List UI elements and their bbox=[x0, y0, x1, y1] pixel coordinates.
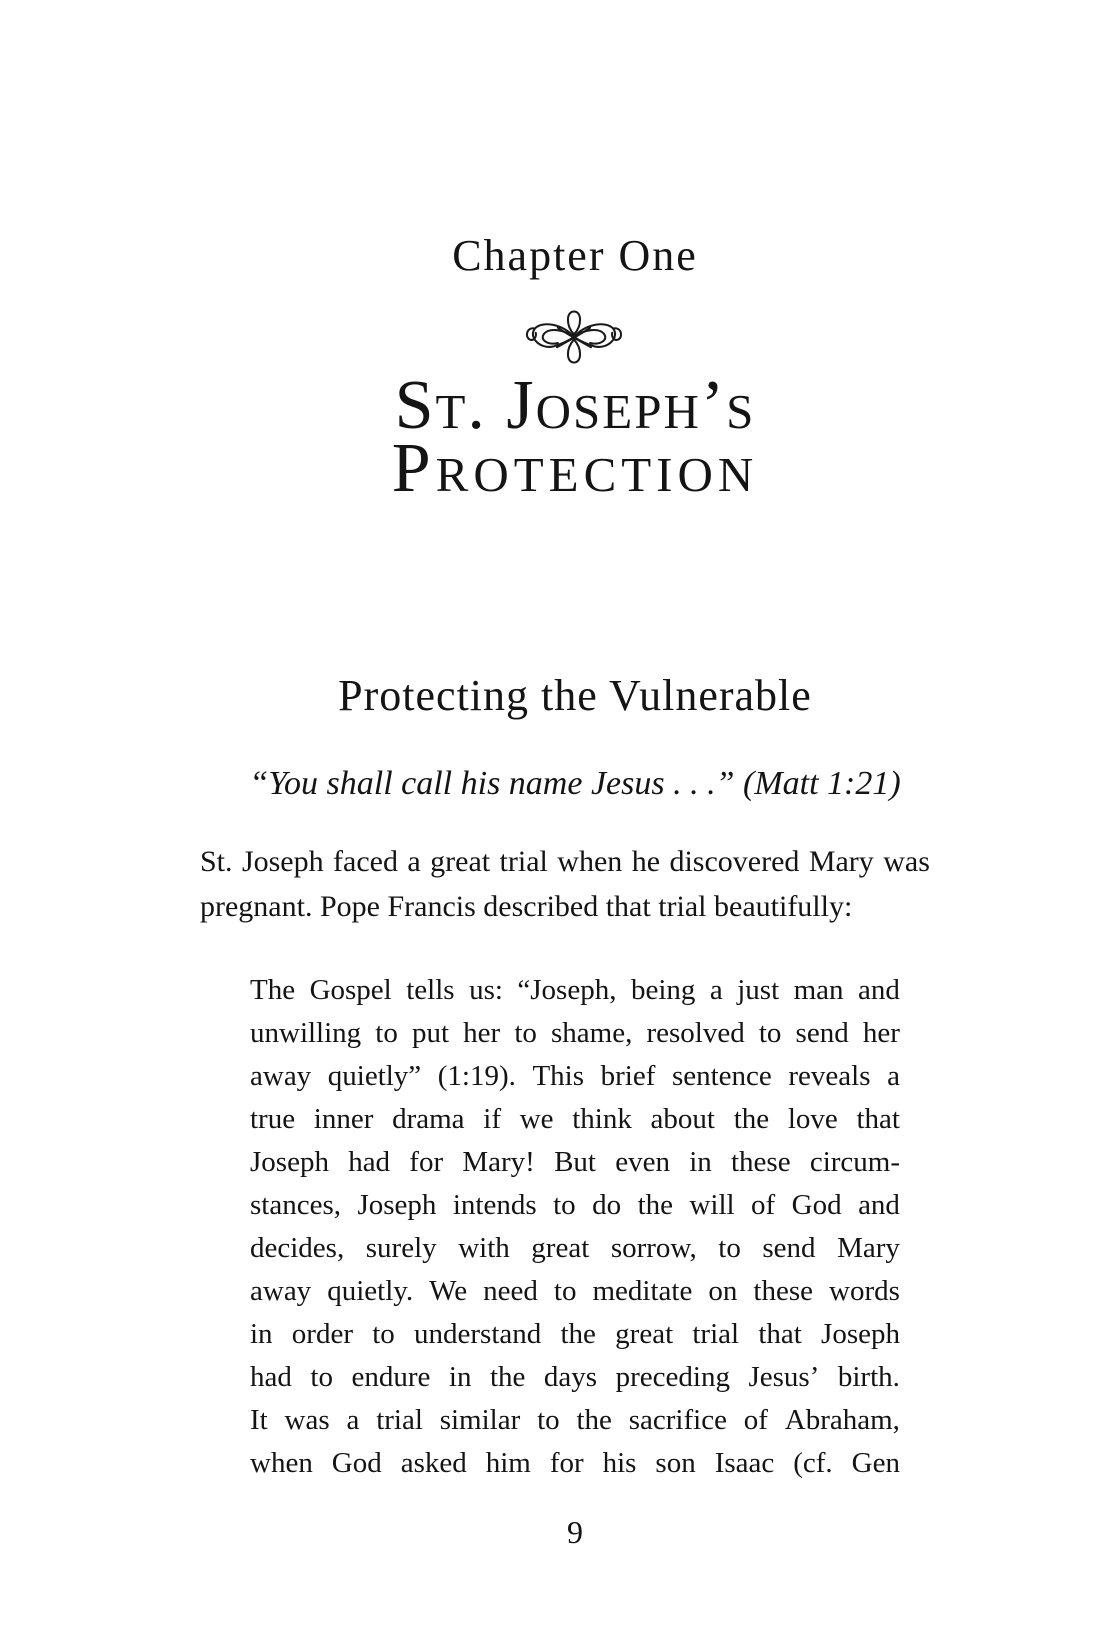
text-line: It was a trial similar to the sacrifice of Abraham, bbox=[250, 1404, 900, 1436]
text-line: away quietly. We need to meditate on these words bbox=[250, 1275, 900, 1307]
flourish-ornament-icon bbox=[522, 303, 626, 371]
text-line: stances, Joseph intends to do the will of God and bbox=[250, 1189, 900, 1221]
text-line: Joseph had for Mary! But even in these circum- bbox=[250, 1146, 900, 1178]
chapter-title-line-1: St. Joseph’s bbox=[394, 367, 756, 444]
text-line: true inner drama if we think about the love that bbox=[250, 1103, 900, 1135]
chapter-label: Chapter One bbox=[452, 231, 698, 280]
chapter-title bbox=[205, 367, 945, 507]
text-line: St. Joseph faced a great trial when he discovered Mary was bbox=[200, 845, 930, 878]
intro-paragraph bbox=[200, 845, 930, 935]
page-number: 9 bbox=[567, 1514, 583, 1550]
pope-francis-blockquote bbox=[250, 974, 900, 1490]
text-line: away quietly” (1:19). This brief sentence reveals a bbox=[250, 1060, 900, 1092]
text-line: pregnant. Pope Francis described that trial beautifully: bbox=[200, 890, 853, 923]
text-line: in order to understand the great trial that Joseph bbox=[250, 1318, 900, 1350]
text-line: The Gospel tells us: “Joseph, being a just man and bbox=[250, 974, 900, 1006]
chapter-title-line-2: Protection bbox=[391, 430, 759, 507]
text-line: unwilling to put her to shame, resolved to send her bbox=[250, 1017, 900, 1049]
text-line: when God asked him for his son Isaac (cf. Gen bbox=[250, 1447, 900, 1479]
section-heading: Protecting the Vulnerable bbox=[338, 671, 812, 720]
text-line: had to endure in the days preceding Jesus’ birth. bbox=[250, 1361, 900, 1393]
epigraph-scripture-quote: “You shall call his name Jesus . . .” (Matt 1:21) bbox=[249, 765, 901, 802]
text-line: decides, surely with great sorrow, to send Mary bbox=[250, 1232, 900, 1264]
